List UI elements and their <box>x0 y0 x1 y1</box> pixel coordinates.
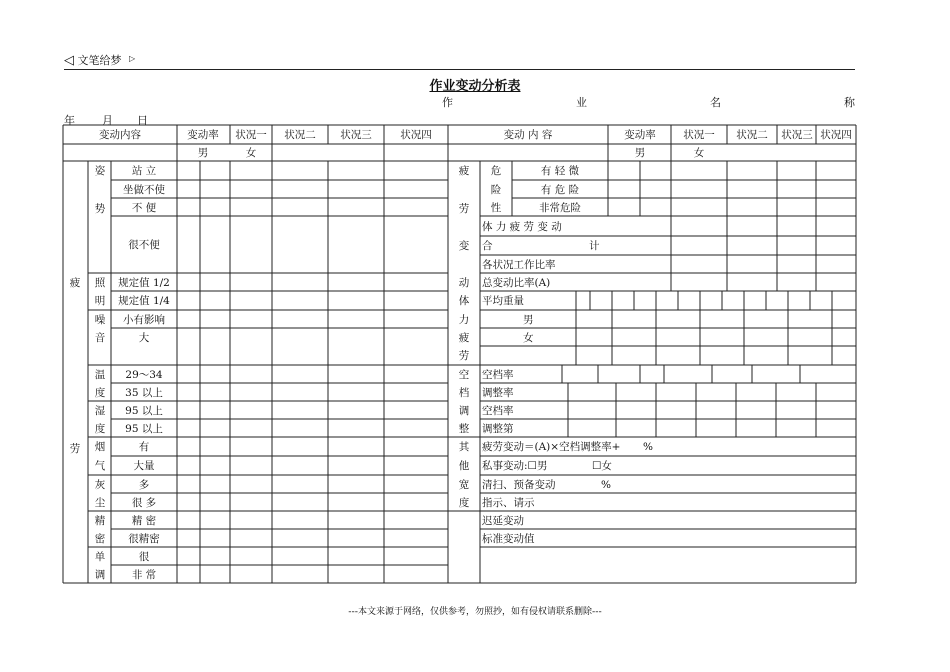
dust-category: 灰 <box>94 479 106 491</box>
right-content-header: 变动 内 容 <box>503 129 553 141</box>
right-s3-header: 状况三 <box>781 129 813 141</box>
row-item: 空档率 <box>482 369 514 381</box>
left-s4-header: 状况四 <box>400 129 432 141</box>
row-item: 有 危 险 <box>540 184 580 196</box>
fatigue-change-category: 劳 <box>458 203 470 215</box>
row-item: % <box>601 479 611 491</box>
body-fatigue-category: 体 <box>458 295 470 307</box>
row-item: 大量 <box>133 460 155 472</box>
row-item: 站 立 <box>131 165 157 177</box>
fatigue-change-category: 疲 <box>458 165 470 177</box>
job-name-char: 业 <box>576 96 587 109</box>
other-allowance-category: 度 <box>458 497 470 509</box>
idle-adjust-category: 调 <box>458 405 470 417</box>
danger-category: 险 <box>490 184 502 196</box>
row-item: 疲劳变动＝(A)×空档调整率+ <box>482 441 621 453</box>
precision-category: 密 <box>94 533 106 545</box>
row-item: 95 以上 <box>125 405 163 417</box>
row-item: 体 力 疲 劳 变 动 <box>482 221 562 233</box>
date-day: 日 <box>137 114 148 127</box>
left-content-header: 变动内容 <box>99 129 141 141</box>
row-item: % <box>643 441 653 453</box>
row-item: 35 以上 <box>125 387 163 399</box>
row-item: ☐女 <box>592 460 612 472</box>
noise-category: 音 <box>94 332 106 344</box>
lighting-category: 照 <box>94 277 106 289</box>
row-item: 不 便 <box>131 202 157 214</box>
row-item: 迟延变动 <box>482 515 524 527</box>
body-fatigue-category: 疲 <box>458 332 470 344</box>
row-item: 调整第 <box>482 423 514 435</box>
temperature-category: 温 <box>94 369 106 381</box>
row-item: 多 <box>138 479 150 491</box>
job-name-char: 作 <box>442 96 453 109</box>
left-male-header: 男 <box>197 147 209 159</box>
fatigue-change-category: 变 <box>458 240 470 252</box>
triangle-left-icon: ◁ <box>64 53 74 68</box>
lighting-category: 明 <box>94 295 106 307</box>
page-title: 作业变动分析表 <box>429 79 521 94</box>
row-item: 小有影响 <box>123 314 165 326</box>
row-item: 大 <box>138 332 150 344</box>
idle-adjust-category: 档 <box>458 387 470 399</box>
body-fatigue-category: 劳 <box>458 350 470 362</box>
row-item: 各状况工作比率 <box>482 259 556 271</box>
row-item: 总变动比率(A) <box>482 277 551 289</box>
right-s1-header: 状况一 <box>683 129 715 141</box>
humidity-category: 湿 <box>94 405 106 417</box>
idle-adjust-category: 空 <box>458 369 470 381</box>
left-female-header: 女 <box>245 147 257 159</box>
fatigue-category: 劳 <box>69 443 81 455</box>
humidity-category: 度 <box>94 423 106 435</box>
row-item: 规定值 1/4 <box>118 295 170 307</box>
temperature-category: 度 <box>94 387 106 399</box>
row-item: 私事变动:☐男 <box>482 460 548 472</box>
row-item: 29～34 <box>125 369 163 381</box>
row-item: 很不便 <box>128 239 160 251</box>
row-item: 合 <box>482 240 493 252</box>
right-s4-header: 状况四 <box>820 129 852 141</box>
date-year: 年 <box>64 114 75 127</box>
row-item: 有 轻 微 <box>540 165 580 177</box>
row-item: 标准变动值 <box>482 533 535 545</box>
row-item: 调整率 <box>482 387 514 399</box>
header-label: 文笔给梦 <box>77 54 122 67</box>
row-item: 很精密 <box>128 533 160 545</box>
fatigue-category: 疲 <box>69 277 81 289</box>
row-item: 95 以上 <box>125 423 163 435</box>
row-item: 很 <box>138 551 150 563</box>
noise-category: 噪 <box>94 314 106 326</box>
idle-adjust-category: 整 <box>458 423 470 435</box>
smoke-category: 气 <box>94 460 106 472</box>
left-s3-header: 状况三 <box>340 129 372 141</box>
left-rate-header: 变动率 <box>187 129 219 141</box>
body-fatigue-category: 力 <box>458 314 470 326</box>
row-item: 计 <box>589 240 600 252</box>
right-rate-header: 变动率 <box>624 129 656 141</box>
job-name-char: 名 <box>710 96 721 109</box>
right-female-header: 女 <box>693 147 705 159</box>
row-item: 女 <box>523 332 534 344</box>
row-item: 规定值 1/2 <box>118 277 170 289</box>
row-item: 清扫、预备变动 <box>482 479 556 491</box>
right-male-header: 男 <box>634 147 646 159</box>
fatigue-change-category: 动 <box>458 277 470 289</box>
row-item: 精 密 <box>131 515 157 527</box>
precision-category: 精 <box>94 515 106 527</box>
other-allowance-category: 宽 <box>458 479 470 491</box>
left-s1-header: 状况一 <box>235 129 267 141</box>
danger-category: 危 <box>490 165 502 177</box>
row-item: 空档率 <box>482 405 514 417</box>
left-s2-header: 状况二 <box>284 129 316 141</box>
row-item: 非 常 <box>131 569 157 581</box>
other-allowance-category: 他 <box>458 460 470 472</box>
monotony-category: 调 <box>94 569 106 581</box>
date-month: 月 <box>102 114 113 127</box>
job-name-char: 称 <box>844 96 855 109</box>
triangle-right-icon: ▷ <box>129 54 136 63</box>
row-item: 有 <box>138 441 150 453</box>
dust-category: 尘 <box>94 497 106 509</box>
posture-category: 势 <box>94 203 106 215</box>
row-item: 平均重量 <box>482 295 524 307</box>
footer-note: ---本文来源于网络，仅供参考，勿照抄，如有侵权请联系删除--- <box>348 607 602 617</box>
row-item: 指示、请示 <box>482 497 535 509</box>
other-allowance-category: 其 <box>458 441 470 453</box>
right-s2-header: 状况二 <box>736 129 768 141</box>
danger-category: 性 <box>490 202 502 214</box>
row-item: 男 <box>523 314 534 326</box>
row-item: 很 多 <box>131 497 157 509</box>
posture-category: 姿 <box>94 165 106 177</box>
smoke-category: 烟 <box>94 441 106 453</box>
row-item: 坐做不使 <box>123 184 165 196</box>
monotony-category: 单 <box>94 551 106 563</box>
row-item: 非常危险 <box>539 202 581 214</box>
